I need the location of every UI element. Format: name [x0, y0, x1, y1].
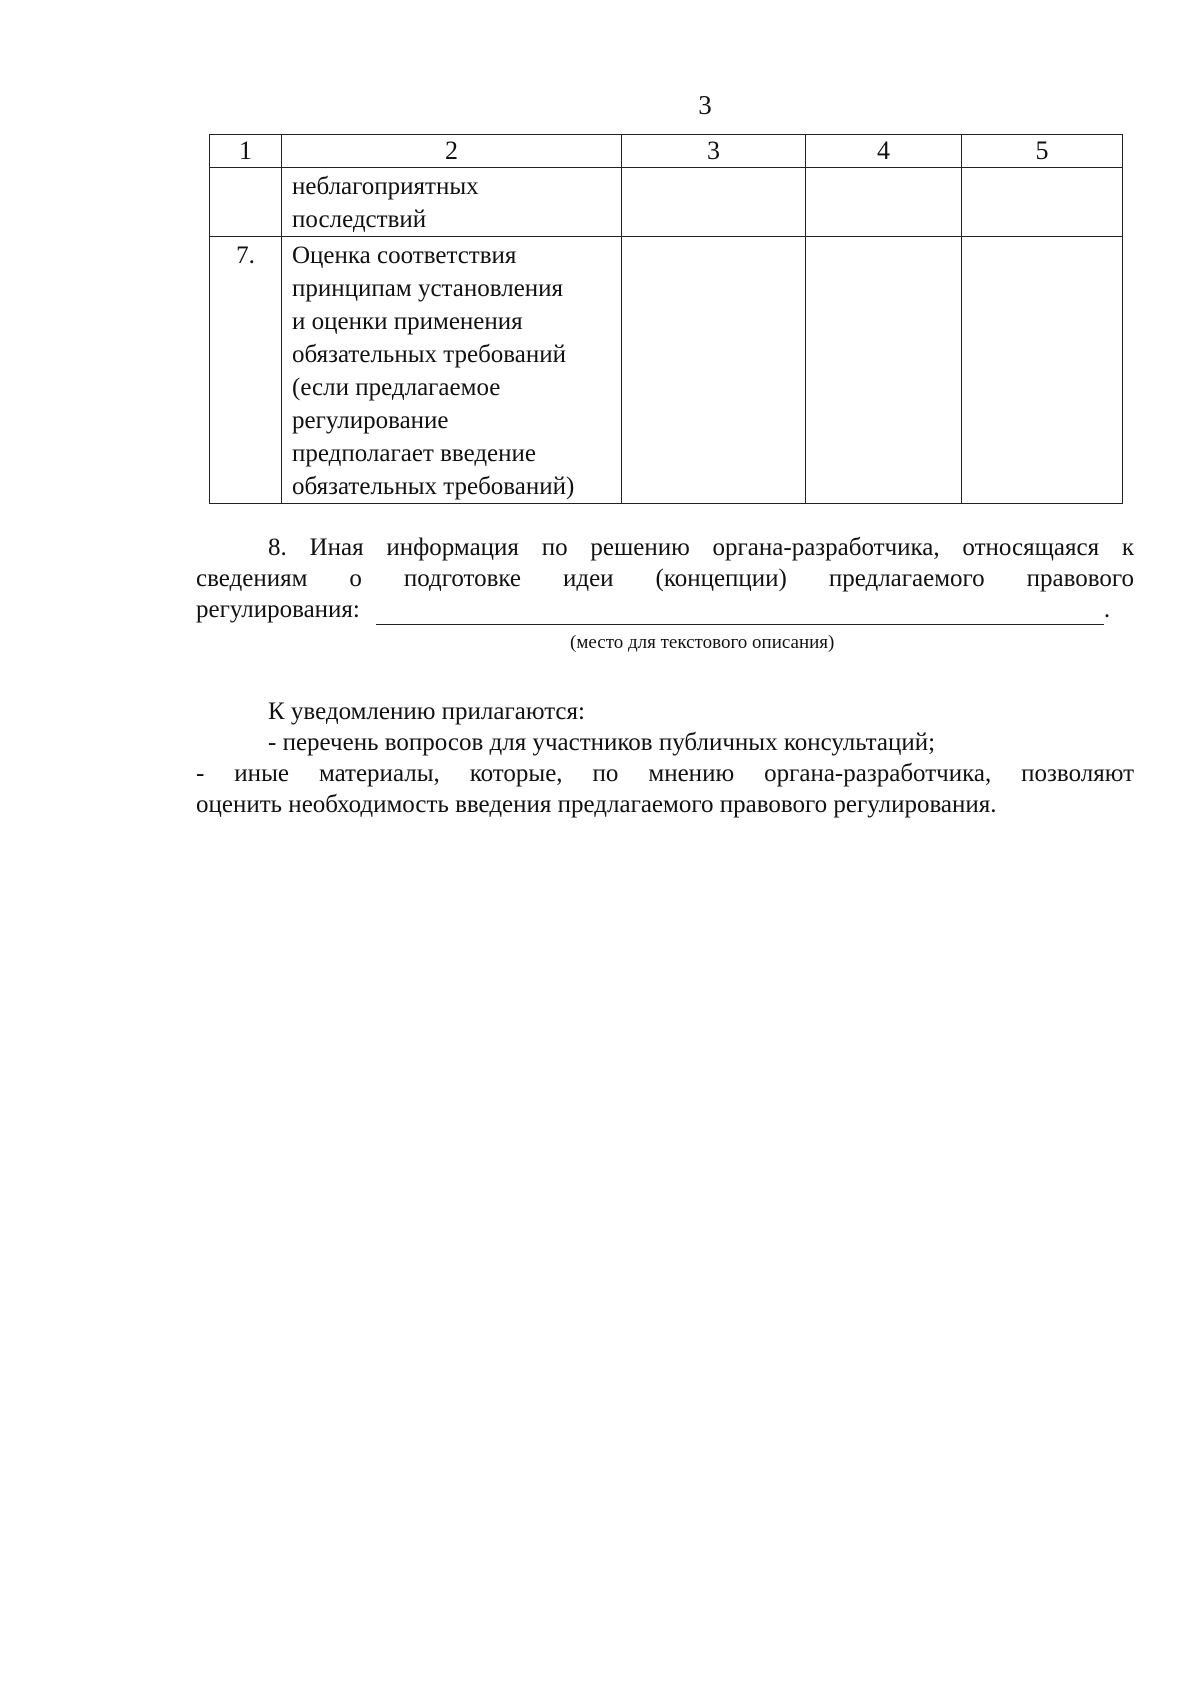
cell-text-line: и оценки применения [292, 308, 523, 335]
paragraph-8 [196, 532, 1134, 625]
row-description-cell [282, 168, 622, 237]
attachment-item-continuation: оценить необходимость введения предлагаемого правового регулирования. [196, 791, 997, 818]
page-number: 3 [698, 90, 712, 120]
empty-cell [806, 237, 962, 504]
cell-text-line: обязательных требований [292, 341, 566, 368]
attachment-item: - иные материалы, которые, по мнению органа-разработчика, позволяют [196, 760, 1134, 787]
paragraph-line [196, 594, 1134, 625]
header-cell: 5 [962, 135, 1123, 168]
empty-cell [962, 168, 1123, 237]
blank-hint-caption: (место для текстового описания) [570, 632, 835, 653]
attachment-item: - перечень вопросов для участников публичных консультаций; [268, 729, 936, 756]
row-description-cell [282, 237, 622, 504]
row-number-cell [210, 168, 282, 237]
empty-cell [962, 237, 1123, 504]
row-number-cell: 7. [210, 237, 282, 504]
table-row [210, 237, 1123, 504]
cell-text-line: последствий [292, 206, 427, 233]
empty-cell [806, 168, 962, 237]
cell-text-line: предполагает введение [292, 440, 537, 467]
paragraph-end-mark: . [1103, 596, 1111, 623]
header-cell: 4 [806, 135, 962, 168]
cell-text-line: Оценка соответствия [292, 242, 517, 269]
table-header-row [210, 135, 1123, 168]
header-cell: 3 [622, 135, 806, 168]
cell-text-line: обязательных требований) [292, 473, 575, 500]
cell-text-line: принципам установления [292, 275, 564, 302]
table-row [210, 168, 1123, 237]
cell-text-line: (если предлагаемое [292, 374, 501, 401]
cell-text-line: неблагоприятных [292, 173, 479, 200]
attachments-section [196, 696, 1134, 820]
header-cell: 1 [210, 135, 282, 168]
header-cell: 2 [282, 135, 622, 168]
cell-text-line: регулирование [292, 407, 449, 434]
evaluation-table [209, 134, 1123, 504]
empty-cell [622, 168, 806, 237]
paragraph-line: 8. Иная информация по решению органа-разработчика, относящаяся к [268, 534, 1134, 561]
blank-fill-line [376, 600, 1104, 625]
empty-cell [622, 237, 806, 504]
paragraph-line: сведениям о подготовке идеи (концепции) предлагаемого правового [196, 565, 1134, 592]
paragraph-text: регулирования: [196, 596, 360, 623]
attachments-title: К уведомлению прилагаются: [268, 698, 585, 725]
